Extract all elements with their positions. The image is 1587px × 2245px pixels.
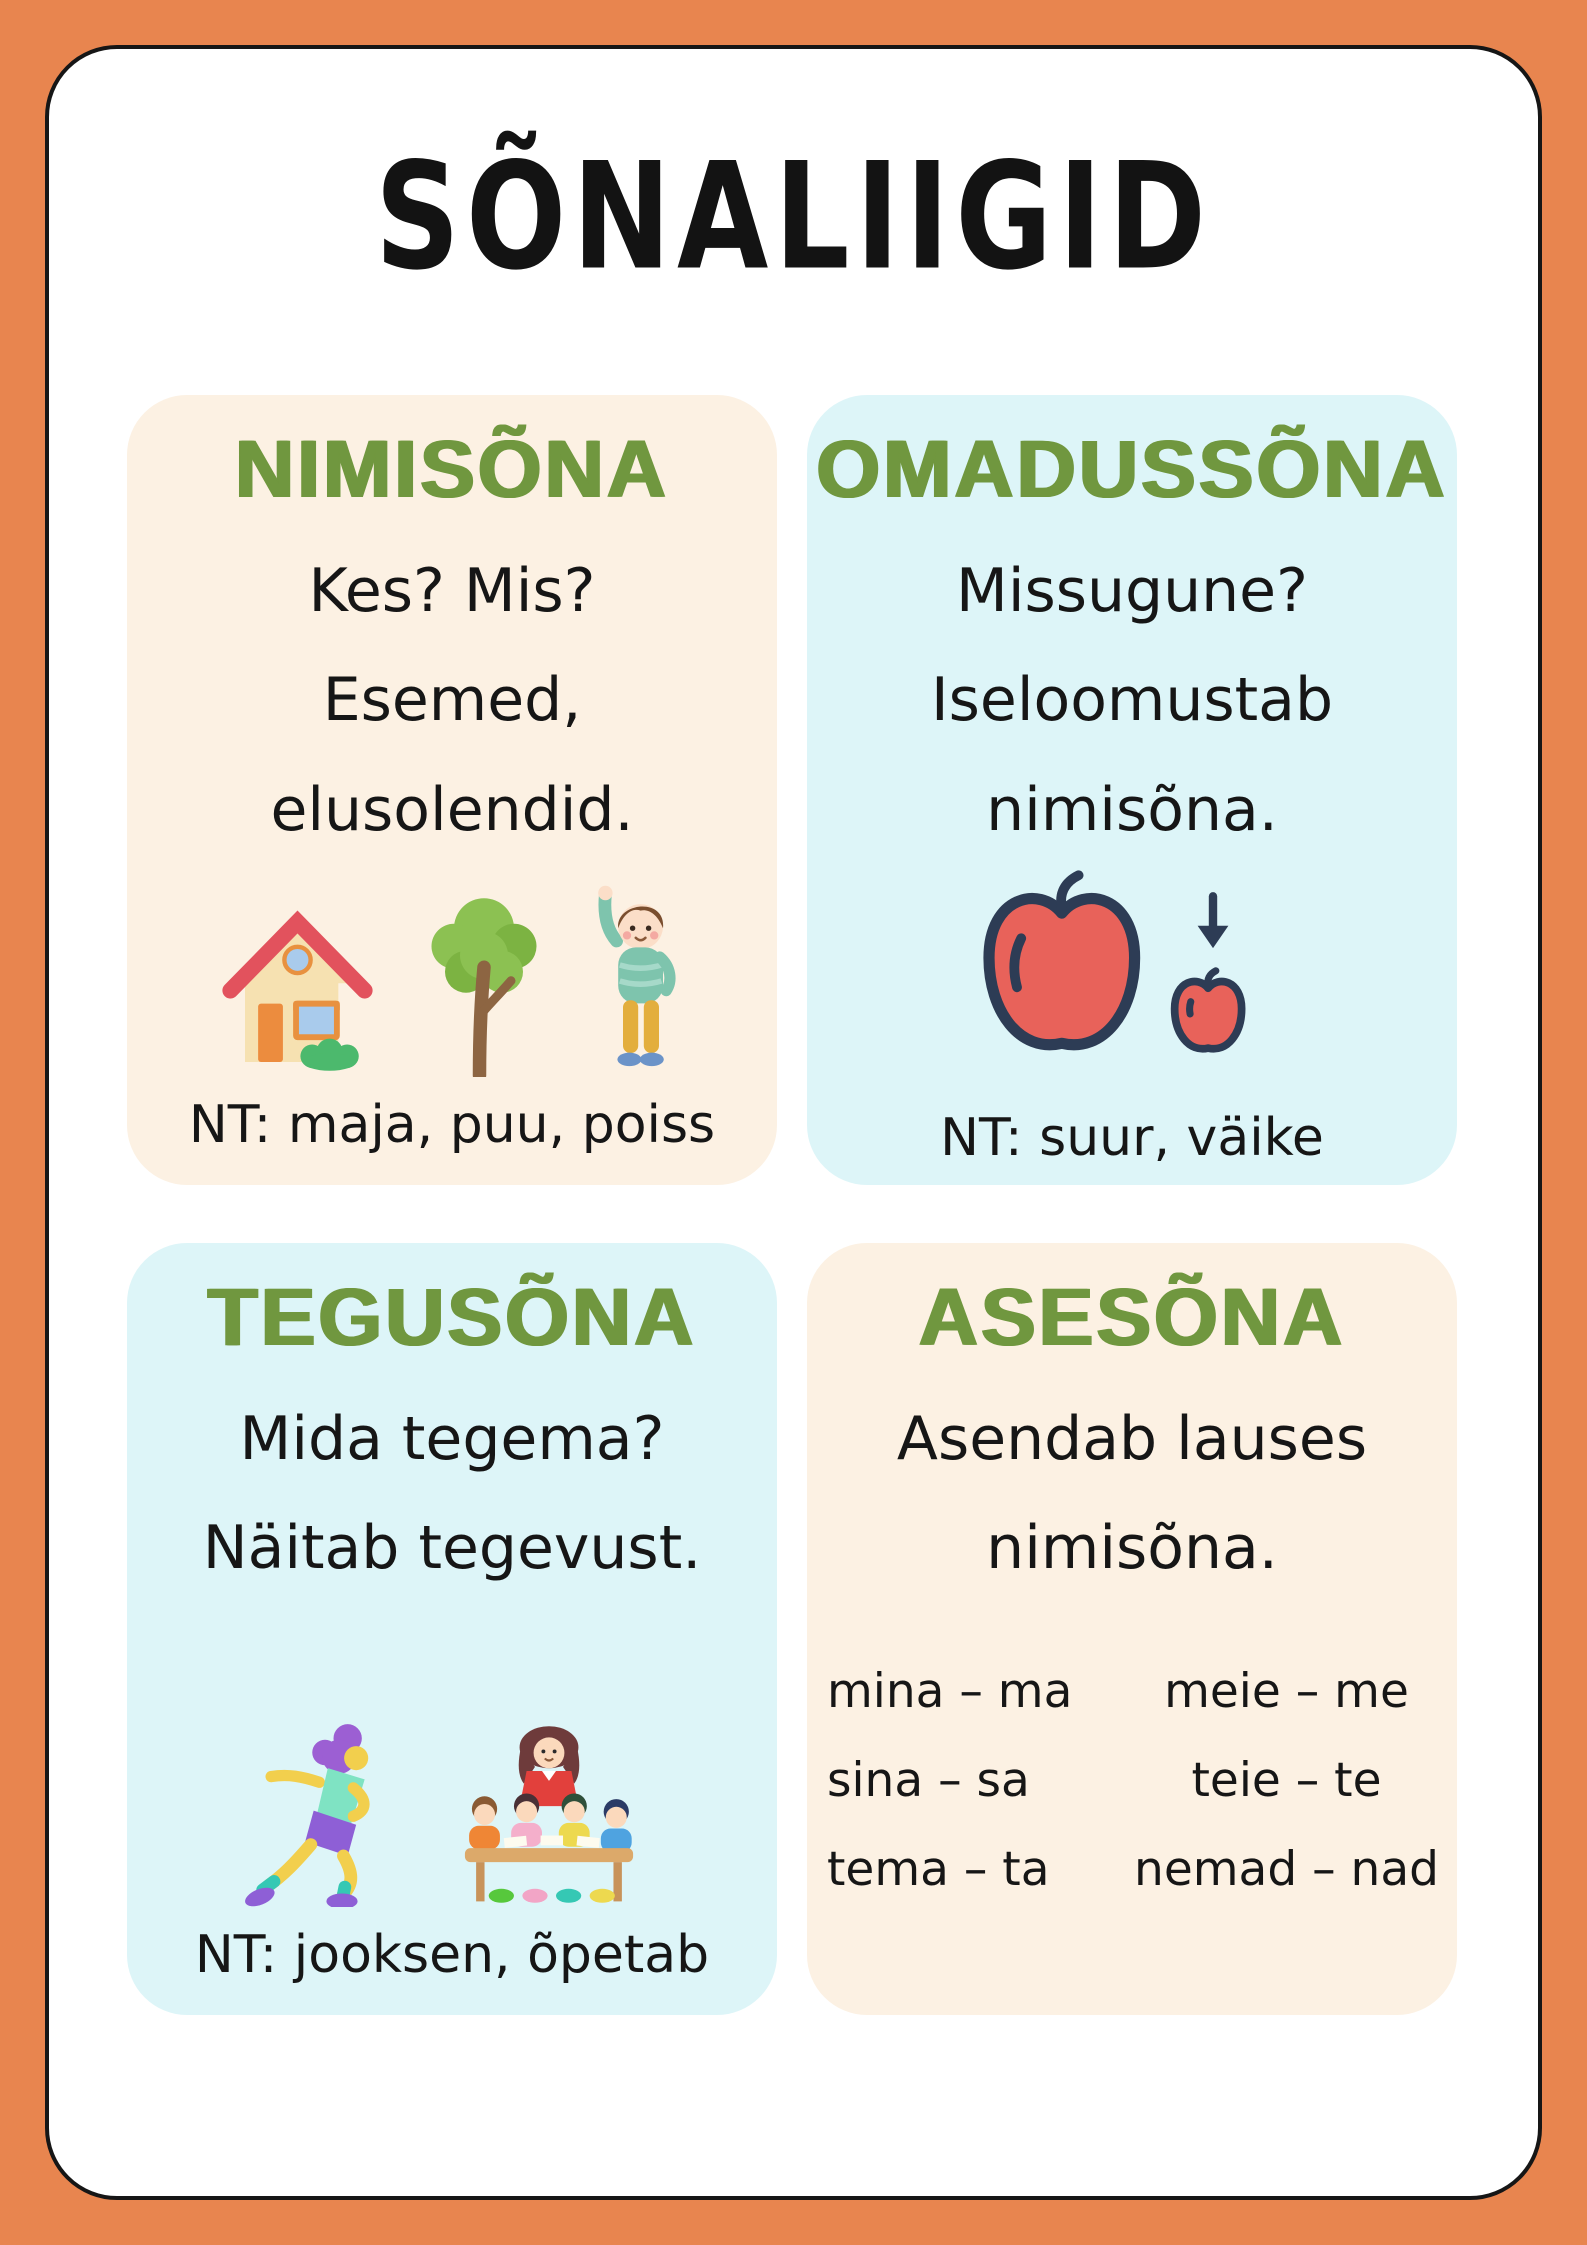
card-line: Missugune? (956, 556, 1308, 627)
pronoun-pair: meie – me (1164, 1664, 1409, 1719)
card-lines-asesona (897, 1385, 1367, 1603)
card-lines-tegusona (203, 1385, 702, 1603)
card-lines-omadussona (931, 537, 1333, 865)
teacher-with-children-icon (434, 1722, 664, 1907)
omadussona-illustrations (975, 865, 1290, 1090)
card-line: Kes? Mis? (308, 556, 596, 627)
card-line: Esemed, (322, 665, 582, 736)
big-and-small-apple-icon (975, 865, 1290, 1090)
example-text: NT: maja, puu, poiss (188, 1095, 716, 1155)
cards-grid (127, 395, 1457, 2015)
card-line: elusolendid. (270, 774, 634, 845)
arrow-down-icon (1197, 896, 1228, 948)
pronoun-list (807, 1664, 1457, 1897)
card-line: Näitab tegevust. (202, 1513, 702, 1584)
card-asesona (807, 1243, 1457, 2015)
card-title-tegusona: TEGUSÕNA (207, 1272, 697, 1363)
card-nimisona (127, 395, 777, 1185)
pronoun-pair: tema – ta (827, 1842, 1050, 1897)
runner-icon (240, 1717, 410, 1907)
card-title-asesona: ASESÕNA (918, 1272, 1346, 1363)
card-line: nimisõna. (986, 1513, 1278, 1584)
example-text: NT: jooksen, õpetab (194, 1925, 710, 1985)
example-text: NT: suur, väike (940, 1107, 1324, 1168)
card-tegusona (127, 1243, 777, 2015)
card-line: nimisõna. (986, 774, 1278, 845)
tegusona-illustrations (240, 1717, 664, 1907)
pronoun-pair: teie – te (1191, 1753, 1382, 1808)
card-omadussona (807, 395, 1457, 1185)
house-icon (210, 907, 385, 1077)
card-title-omadussona: OMADUSSÕNA (816, 424, 1448, 515)
pronoun-pair: sina – sa (827, 1753, 1030, 1808)
card-title-nimisona: NIMISÕNA (235, 424, 669, 515)
poster-title: SÕNALIIGID (374, 130, 1213, 303)
card-line: Iseloomustab (930, 665, 1334, 736)
nimisona-illustrations (210, 885, 695, 1077)
tree-icon (409, 892, 559, 1077)
poster-sheet (45, 45, 1542, 2200)
card-lines-nimisona (270, 537, 633, 865)
card-line: Asendab lauses (896, 1404, 1368, 1475)
pronoun-pair: mina – ma (827, 1664, 1073, 1719)
card-line: Mida tegema? (239, 1404, 665, 1475)
boy-waving-icon (583, 885, 695, 1077)
pronoun-pair: nemad – nad (1134, 1842, 1439, 1897)
